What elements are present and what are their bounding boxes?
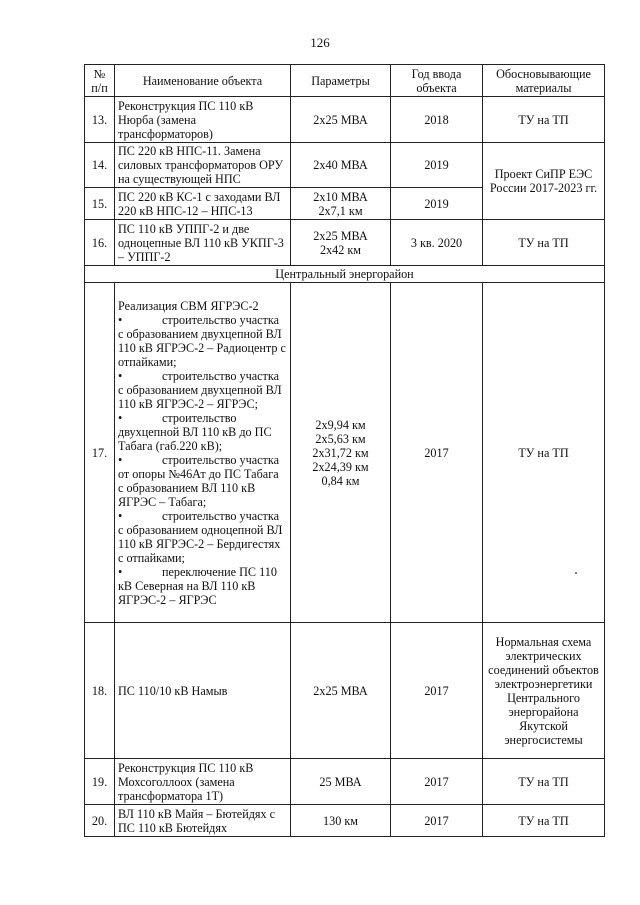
row-basis: Нормальная схема электрических соединений объектов электроэнергетики Центрального энергорайона Якутской энергосистемы [483,623,605,759]
list-item: • строительство участка от опоры №46Ат до ПС Табага с образованием ВЛ 110 кВ ЯГРЭС – Табага; [118,452,280,509]
table-header-row [85,65,605,97]
list-item: • строительство участка с образованием одноцепной ВЛ 110 кВ ЯГРЭС-2 – Бердигестях с отпайками; [118,508,283,565]
row-year: 2017 [391,805,483,837]
table-row [85,805,605,837]
row-params: 2х25 МВА [291,623,391,759]
row-num: 17. [85,283,115,623]
row-year: 2017 [391,283,483,623]
row-name: Реконструкция ПС 110 кВ Нюрба (замена трансформаторов) [115,97,291,143]
row-year: 2017 [391,623,483,759]
header-year: Год ввода объекта [391,65,483,97]
list-item: • строительство двухцепной ВЛ 110 кВ до ПС Табага (габ.220 кВ); [118,410,272,453]
row-params: 130 км [291,805,391,837]
page-number: 126 [310,35,330,50]
row-year: 2019 [391,143,483,188]
row-num: 13. [85,97,115,143]
row-name: Реконструкция ПС 110 кВ Мохсоголлоох (замена трансформатора 1Т) [115,759,291,805]
row-params: 2х9,94 км 2х5,63 км 2х31,72 км 2х24,39 км 0,84 км [291,283,391,623]
objects-table [84,64,605,837]
row-params: 2х10 МВА 2х7,1 км [291,188,391,220]
row-basis: ТУ на ТП [483,283,605,623]
row-17-title: Реализация СВМ ЯГРЭС-2 [118,298,259,313]
row-basis: ТУ на ТП [483,805,605,837]
bullet-mark: • [118,368,123,383]
table-row [85,759,605,805]
row-num: 20. [85,805,115,837]
bullet-mark: • [118,410,123,425]
bullet-mark: • [118,508,123,523]
scan-speck [575,572,577,574]
row-year: 2017 [391,759,483,805]
table-row [85,623,605,759]
row-name [115,283,291,623]
row-params: 2х25 МВА [291,97,391,143]
row-params: 2х25 МВА 2х42 км [291,220,391,266]
list-item: • строительство участка с образованием двухцепной ВЛ 110 кВ ЯГРЭС-2 – ЯГРЭС; [118,368,282,411]
row-basis: ТУ на ТП [483,97,605,143]
table-row [85,143,605,188]
row-num: 16. [85,220,115,266]
bullet-mark: • [118,452,123,467]
row-name: ПС 110 кВ УППГ-2 и две одноцепные ВЛ 110 кВ УКПГ-3 – УППГ-2 [115,220,291,266]
row-num: 19. [85,759,115,805]
row-name: ПС 220 кВ НПС-11. Замена силовых трансформаторов ОРУ на существующей НПС [115,143,291,188]
header-name: Наименование объекта [115,65,291,97]
row-name: ВЛ 110 кВ Майя – Бютейдях с ПС 110 кВ Бютейдях [115,805,291,837]
table-row [85,97,605,143]
section-title: Центральный энергорайон [85,266,605,283]
header-basis: Обосновывающие материалы [483,65,605,97]
list-item: • строительство участка с образованием двухцепной ВЛ 110 кВ ЯГРЭС-2 – Радиоцентр с отпайками; [118,312,286,369]
row-basis: ТУ на ТП [483,220,605,266]
header-params: Параметры [291,65,391,97]
bullet-mark: • [118,312,123,327]
row-params: 25 МВА [291,759,391,805]
section-row [85,266,605,283]
row-17-items [118,313,287,607]
table-row [85,220,605,266]
row-year: 2019 [391,188,483,220]
row-name: ПС 220 кВ КС-1 с заходами ВЛ 220 кВ НПС-12 – НПС-13 [115,188,291,220]
header-num: № п/п [85,65,115,97]
row-name: ПС 110/10 кВ Намыв [115,623,291,759]
row-params: 2х40 МВА [291,143,391,188]
row-year: 3 кв. 2020 [391,220,483,266]
row-year: 2018 [391,97,483,143]
row-num: 18. [85,623,115,759]
merged-basis-cell: Проект СиПР ЕЭС России 2017-2023 гг. [483,143,605,220]
table-row [85,283,605,623]
list-item: • переключение ПС 110 кВ Северная на ВЛ 110 кВ ЯГРЭС-2 – ЯГРЭС [118,564,277,607]
row-num: 14. [85,143,115,188]
bullet-mark: • [118,564,123,579]
row-basis: ТУ на ТП [483,759,605,805]
row-num: 15. [85,188,115,220]
